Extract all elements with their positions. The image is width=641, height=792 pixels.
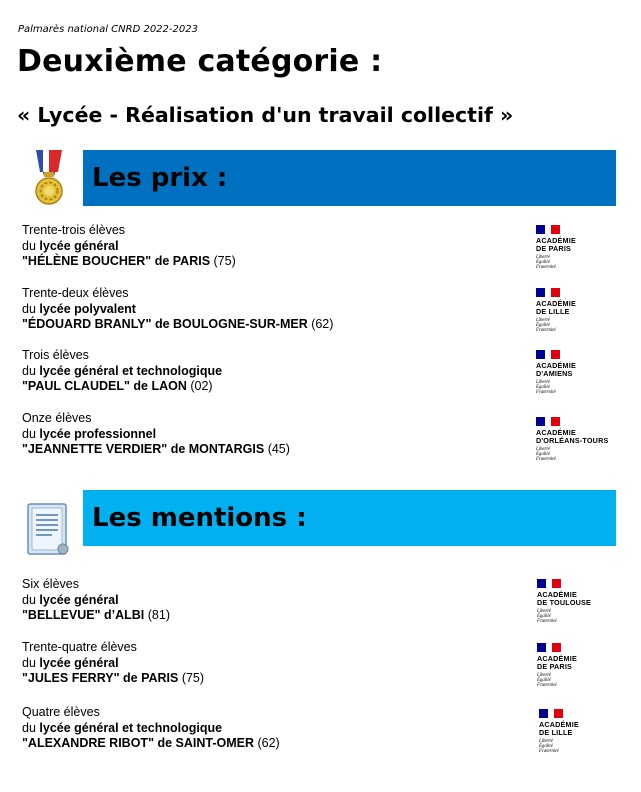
entry-dept: (62) [307, 317, 334, 331]
entry-count: Trois élèves [22, 348, 89, 362]
entry-school-type: lycée général [39, 655, 119, 670]
entry-school-type: lycée général et technologique [39, 363, 223, 378]
entry-count: Trente-deux élèves [22, 286, 129, 300]
academie-logo [536, 350, 626, 396]
entry-dept: (02) [186, 379, 213, 393]
entry-count: Trente-quatre élèves [22, 640, 137, 654]
section-heading-mentions: Les mentions : [92, 503, 307, 533]
academie-logo [536, 417, 626, 463]
entry-du: du [22, 720, 40, 735]
entry-city: d’ALBI [100, 608, 145, 622]
entry-school-type: lycée polyvalent [39, 301, 136, 316]
entry-du: du [22, 592, 40, 607]
prize-entry [22, 223, 522, 270]
entry-du: du [22, 655, 40, 670]
prize-entry [22, 286, 522, 333]
entry-school-type: lycée professionnel [39, 426, 157, 441]
republic-motto: Liberté Égalité Fraternité [536, 255, 556, 271]
academie-name: ACADÉMIE D'ORLÉANS-TOURS [536, 428, 609, 445]
entry-count: Onze élèves [22, 411, 92, 425]
academie-name: ACADÉMIE DE TOULOUSE [537, 590, 591, 607]
entry-du: du [22, 426, 40, 441]
entry-du: du [22, 301, 40, 316]
mention-entry [22, 577, 522, 624]
republic-flag-icon [536, 225, 560, 234]
academie-logo [536, 288, 626, 334]
entry-school-name: "JULES FERRY" [22, 671, 120, 685]
republic-flag-icon [536, 417, 560, 426]
certificate-icon [27, 503, 71, 564]
entry-city: de BOULOGNE-SUR-MER [151, 317, 308, 331]
section-heading-prix: Les prix : [92, 163, 228, 193]
entry-dept: (62) [254, 736, 280, 750]
mention-entry [22, 705, 522, 752]
academie-logo [536, 225, 626, 271]
entry-school-name: "PAUL CLAUDEL" [22, 379, 130, 393]
entry-school-type: lycée général et technologique [39, 720, 223, 735]
academie-logo [539, 709, 629, 755]
academie-name: ACADÉMIE D'AMIENS [536, 361, 576, 378]
entry-school-name: "ÉDOUARD BRANLY" [22, 317, 152, 331]
republic-motto: Liberté Égalité Fraternité [536, 380, 556, 396]
republic-flag-icon [536, 288, 560, 297]
section-bar-mentions [83, 490, 616, 546]
academie-name: ACADÉMIE DE LILLE [536, 299, 576, 316]
entry-school-name: "ALEXANDRE RIBOT" [22, 736, 154, 750]
medal-icon [30, 150, 68, 213]
republic-motto: Liberté Égalité Fraternité [537, 673, 557, 689]
entry-school-type: lycée général [39, 592, 119, 607]
prize-entry [22, 348, 522, 395]
entry-dept: (75) [210, 254, 236, 268]
entry-city: de PARIS [151, 254, 211, 268]
entry-count: Trente-trois élèves [22, 223, 126, 237]
entry-school-type: lycée général [39, 238, 119, 253]
entry-dept: (75) [178, 671, 205, 685]
entry-du: du [22, 363, 40, 378]
entry-city: de MONTARGIS [167, 442, 265, 456]
academie-name: ACADÉMIE DE PARIS [537, 654, 577, 671]
entry-city: de SAINT-OMER [154, 736, 255, 750]
entry-dept: (45) [264, 442, 290, 456]
prize-entry [22, 411, 522, 458]
header-note: Palmarès national CNRD 2022-2023 [18, 24, 198, 35]
republic-flag-icon [536, 350, 560, 359]
academie-name: ACADÉMIE DE LILLE [539, 720, 579, 737]
entry-city: de PARIS [119, 671, 179, 685]
entry-du: du [22, 238, 40, 253]
republic-motto: Liberté Égalité Fraternité [536, 447, 556, 463]
page-title: Deuxième catégorie : [17, 44, 383, 79]
academie-name: ACADÉMIE DE PARIS [536, 236, 576, 253]
republic-motto: Liberté Égalité Fraternité [536, 318, 556, 334]
section-bar-prix [83, 150, 616, 206]
page-subtitle: « Lycée - Réalisation d'un travail collectif » [17, 103, 514, 127]
entry-dept: (81) [144, 608, 170, 622]
academie-logo [537, 579, 627, 625]
entry-school-name: "JEANNETTE VERDIER" [22, 442, 168, 456]
academie-logo [537, 643, 627, 689]
republic-flag-icon [537, 579, 561, 588]
entry-city: de LAON [129, 379, 187, 393]
entry-school-name: "BELLEVUE" [22, 608, 101, 622]
entry-school-name: "HÉLÈNE BOUCHER" [22, 254, 152, 268]
republic-flag-icon [537, 643, 561, 652]
mention-entry [22, 640, 522, 687]
republic-motto: Liberté Égalité Fraternité [539, 739, 559, 755]
entry-count: Six élèves [22, 577, 79, 591]
entry-count: Quatre élèves [22, 705, 100, 719]
republic-motto: Liberté Égalité Fraternité [537, 609, 557, 625]
republic-flag-icon [539, 709, 563, 718]
